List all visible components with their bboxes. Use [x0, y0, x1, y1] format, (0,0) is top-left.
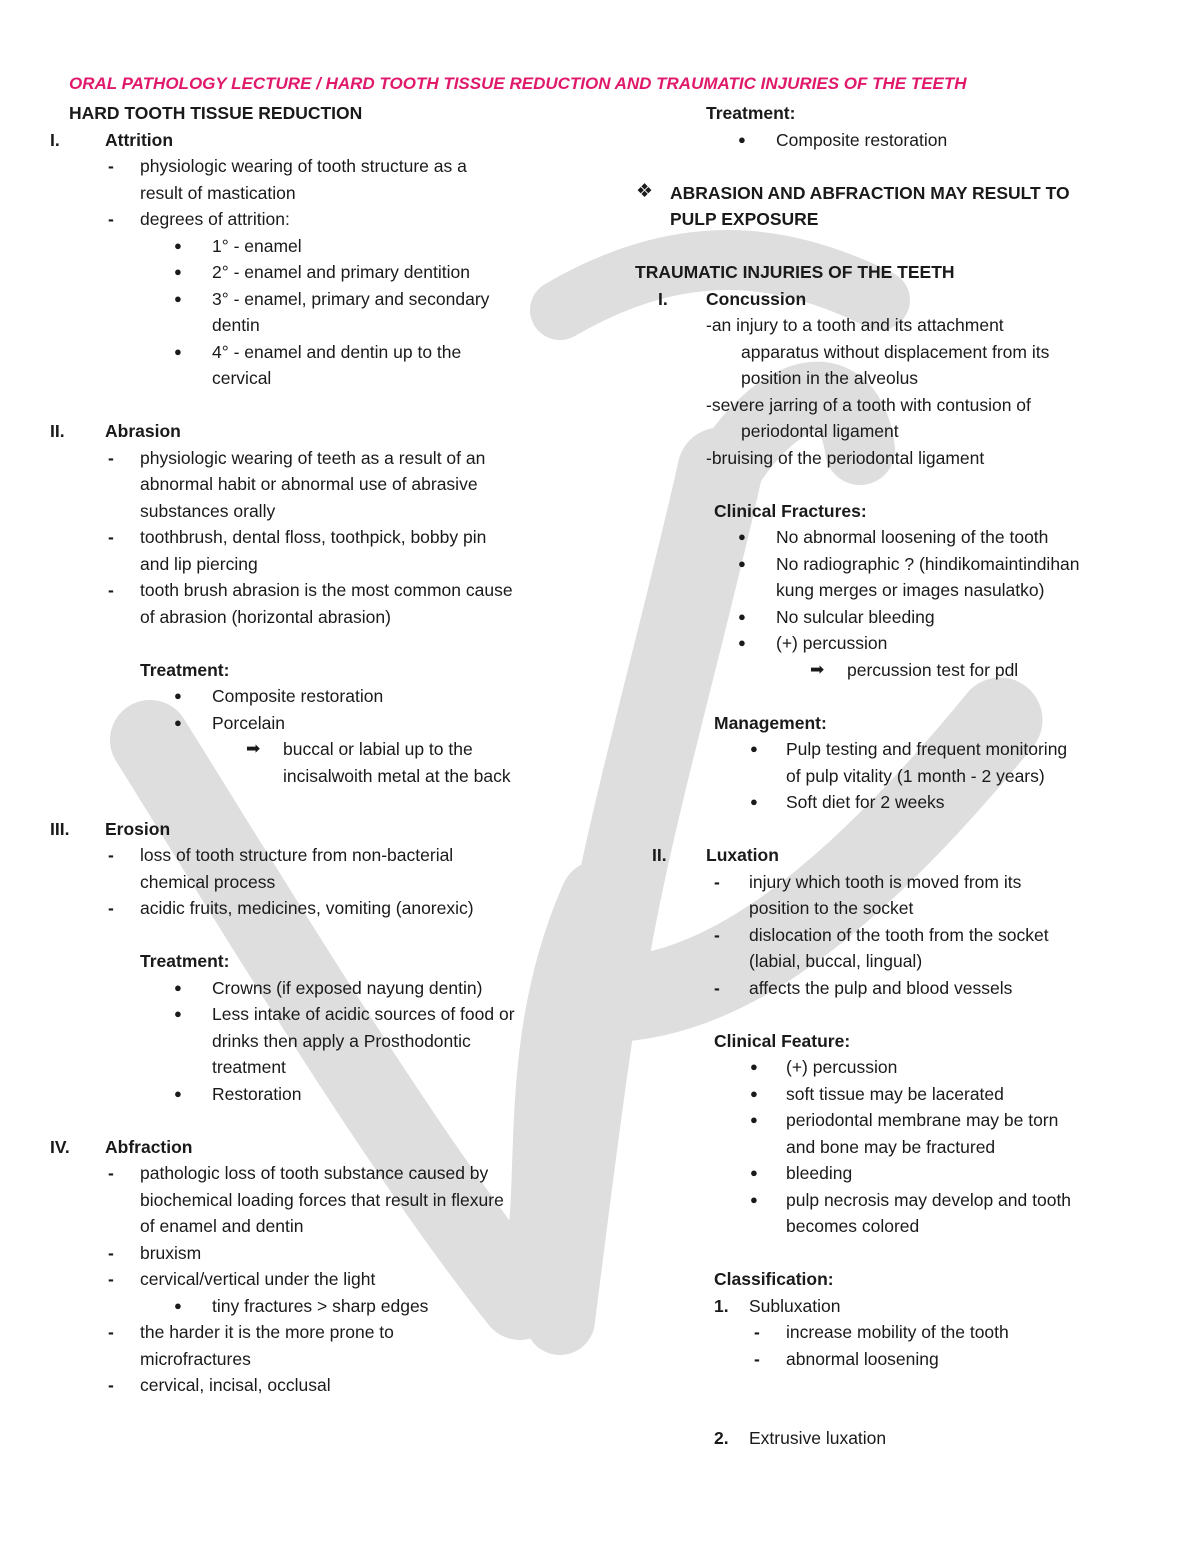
dash-item: - tooth brush abrasion is the most common cause [50, 577, 590, 604]
dash-item-cont: microfractures [140, 1348, 251, 1369]
dash-item: - toothbrush, dental floss, toothpick, bobby pin [50, 524, 590, 551]
bullet-icon: ● [750, 1112, 758, 1127]
bullet-item: ● Composite restoration [620, 127, 1160, 154]
treatment-label: Treatment: [140, 951, 230, 971]
left-column [50, 100, 590, 1399]
treatment-label: Treatment: [140, 659, 230, 680]
bullet-icon: ● [174, 688, 182, 703]
dash-marker: - [108, 1242, 114, 1263]
bullet-item: ● No abnormal loosening of the tooth [620, 524, 1160, 551]
bullet-item: ● No radiographic ? (hindikomaintindihan [620, 551, 1160, 578]
bullet-item: ● (+) percussion [620, 1054, 1160, 1081]
bullet-item: ● Soft diet for 2 weeks [620, 789, 1160, 816]
dash-item: - injury which tooth is moved from its [620, 869, 1160, 896]
text-line: periodontal ligament [741, 421, 899, 441]
bullet-item: ● 2° - enamel and primary dentition [50, 259, 590, 286]
item-title: Concussion [706, 288, 807, 309]
arrow-item: ➡ percussion test for pdl [620, 657, 1160, 684]
dash-item: - acidic fruits, medicines, vomiting (anorexic) [50, 895, 590, 922]
dash-item: - bruxism [50, 1240, 590, 1267]
text-line: -bruising of the periodontal ligament [706, 447, 985, 468]
dash-item: - abnormal loosening [620, 1346, 1160, 1373]
bullet-icon: ● [174, 1297, 182, 1313]
dash-item-cont: position to the socket [749, 898, 914, 918]
dash-marker: - [108, 1322, 114, 1342]
bullet-item: ● (+) percussion [620, 630, 1160, 657]
right-column [620, 100, 1160, 1452]
dash-marker: - [754, 1322, 760, 1342]
roman-numeral: I. [50, 129, 60, 150]
numbered-item: 2. Extrusive luxation [620, 1425, 1160, 1452]
bullet-item-cont: dentin [212, 315, 260, 335]
clinical-label: Clinical Fractures: [714, 500, 867, 521]
dash-marker: - [108, 1375, 114, 1395]
bullet-item: ● Porcelain [50, 710, 590, 737]
item-attrition [50, 127, 590, 154]
bullet-item: ● No sulcular bleeding [620, 604, 1160, 631]
bullet-icon: ● [750, 1085, 758, 1101]
item-luxation [620, 842, 1160, 869]
dash-marker: - [108, 845, 114, 865]
text-line: -severe jarring of a tooth with contusion of [706, 394, 1031, 415]
item-title: Abrasion [105, 421, 181, 441]
dash-marker: - [714, 924, 720, 945]
bullet-icon: ● [174, 979, 182, 995]
dash-item-cont: of abrasion (horizontal abrasion) [140, 606, 391, 627]
clinical-label: Clinical Feature: [714, 1030, 851, 1051]
dash-item-cont: of enamel and dentin [140, 1216, 304, 1236]
roman-numeral: II. [652, 845, 667, 865]
dash-marker: - [754, 1348, 760, 1369]
item-title: Erosion [105, 818, 171, 839]
dash-item: - the harder it is the more prone to [50, 1319, 590, 1346]
note-pulp-exposure-cont: PULP EXPOSURE [670, 209, 819, 229]
section-heading: HARD TOOTH TISSUE REDUCTION [69, 103, 363, 123]
item-erosion [50, 816, 590, 843]
bullet-icon: ● [738, 608, 746, 624]
bullet-item: ● pulp necrosis may develop and tooth [620, 1187, 1160, 1214]
roman-numeral: III. [50, 818, 70, 839]
diamond-bullet-icon: ❖ [636, 180, 654, 202]
bullet-icon: ● [738, 555, 746, 571]
bullet-icon: ● [174, 264, 182, 279]
bullet-icon: ● [738, 635, 746, 650]
text-line: position in the alveolus [741, 368, 919, 388]
dash-item-cont: result of mastication [140, 182, 296, 203]
arrow-right-icon: ➡ [810, 659, 825, 679]
dash-marker: - [108, 580, 114, 600]
bullet-item: ● periodontal membrane may be torn [620, 1107, 1160, 1134]
dash-item: - loss of tooth structure from non-bacterial [50, 842, 590, 869]
dash-item: - physiologic wearing of teeth as a result of an [50, 445, 590, 472]
bullet-item-cont: and bone may be fractured [786, 1136, 996, 1157]
bullet-item: ● Crowns (if exposed nayung dentin) [50, 975, 590, 1002]
dash-item-cont: chemical process [140, 871, 276, 892]
dash-marker: - [714, 871, 720, 892]
dash-marker: - [108, 527, 114, 547]
bullet-icon: ● [750, 1191, 758, 1207]
text-line: -an injury to a tooth and its attachment [706, 315, 1004, 335]
dash-marker: - [108, 898, 114, 918]
roman-numeral: IV. [50, 1136, 70, 1157]
bullet-item-cont: kung merges or images nasulatko) [776, 580, 1045, 600]
bullet-item: ● Composite restoration [50, 683, 590, 710]
dash-marker: - [108, 447, 114, 468]
bullet-icon: ● [738, 529, 746, 544]
dash-marker: - [108, 1269, 114, 1289]
item-number: 2. [714, 1428, 729, 1448]
bullet-item-cont: becomes colored [786, 1216, 920, 1236]
dash-item: - affects the pulp and blood vessels [620, 975, 1160, 1002]
arrow-item: ➡ buccal or labial up to the [50, 736, 590, 763]
bullet-icon: ● [174, 1006, 182, 1021]
bullet-item-cont: of pulp vitality (1 month - 2 years) [786, 765, 1045, 786]
bullet-icon: ● [750, 741, 758, 756]
bullet-item-cont: cervical [212, 368, 272, 388]
roman-numeral: II. [50, 421, 65, 441]
classification-label: Classification: [714, 1269, 834, 1289]
bullet-icon: ● [750, 794, 758, 809]
bullet-icon: ● [174, 343, 182, 359]
bullet-icon: ● [174, 237, 182, 253]
bullet-icon: ● [174, 290, 182, 306]
bullet-item: ● Restoration [50, 1081, 590, 1108]
dash-item: - physiologic wearing of tooth structure as a [50, 153, 590, 180]
bullet-item: ● tiny fractures > sharp edges [50, 1293, 590, 1320]
dash-item-cont: biochemical loading forces that result in flexure [140, 1189, 504, 1210]
dash-item: - degrees of attrition: [50, 206, 590, 233]
bullet-item-cont: treatment [212, 1057, 286, 1077]
section-heading: TRAUMATIC INJURIES OF THE TEETH [635, 262, 955, 282]
bullet-item-cont: drinks then apply a Prosthodontic [212, 1030, 471, 1051]
dash-item-cont: abnormal habit or abnormal use of abrasive [140, 474, 478, 494]
item-abrasion [50, 418, 590, 445]
bullet-item: ● 4° - enamel and dentin up to the [50, 339, 590, 366]
document-title: ORAL PATHOLOGY LECTURE / HARD TOOTH TISSUE REDUCTION AND TRAUMATIC INJURIES OF THE TEETH [69, 74, 967, 93]
bullet-item: ● bleeding [620, 1160, 1160, 1187]
management-label: Management: [714, 712, 827, 733]
item-title: Attrition [105, 129, 174, 150]
item-concussion [620, 286, 1160, 313]
bullet-item: ● soft tissue may be lacerated [620, 1081, 1160, 1108]
dash-item-cont: (labial, buccal, lingual) [749, 951, 923, 971]
dash-marker: - [108, 156, 114, 176]
bullet-icon: ● [750, 1165, 758, 1180]
dash-item: - pathologic loss of tooth substance caused by [50, 1160, 590, 1187]
item-title: Abfraction [105, 1136, 193, 1157]
note-pulp-exposure: ❖ ABRASION AND ABFRACTION MAY RESULT TO [620, 180, 1160, 207]
bullet-item: ● 1° - enamel [50, 233, 590, 260]
roman-numeral: I. [658, 288, 668, 309]
bullet-item: ● Less intake of acidic sources of food or [50, 1001, 590, 1028]
dash-marker: - [108, 209, 114, 229]
text-line: apparatus without displacement from its [741, 341, 1050, 362]
item-abfraction [50, 1134, 590, 1161]
bullet-icon: ● [174, 1085, 182, 1101]
dash-item-cont: substances orally [140, 500, 276, 521]
numbered-item: 1. Subluxation [620, 1293, 1160, 1320]
treatment-label: Treatment: [706, 103, 796, 123]
dash-item: - dislocation of the tooth from the socket [620, 922, 1160, 949]
bullet-icon: ● [174, 714, 182, 730]
bullet-item: ● 3° - enamel, primary and secondary [50, 286, 590, 313]
dash-item: - cervical, incisal, occlusal [50, 1372, 590, 1399]
dash-marker: - [714, 977, 720, 998]
bullet-icon: ● [738, 131, 746, 147]
dash-item: - increase mobility of the tooth [620, 1319, 1160, 1346]
bullet-item: ● Pulp testing and frequent monitoring [620, 736, 1160, 763]
arrow-item-cont: incisalwoith metal at the back [283, 765, 511, 786]
item-title: Luxation [706, 845, 779, 865]
bullet-icon: ● [750, 1059, 758, 1074]
dash-marker: - [108, 1163, 114, 1183]
item-number: 1. [714, 1295, 729, 1316]
arrow-right-icon: ➡ [246, 739, 261, 758]
dash-item: - cervical/vertical under the light [50, 1266, 590, 1293]
dash-item-cont: and lip piercing [140, 553, 258, 574]
